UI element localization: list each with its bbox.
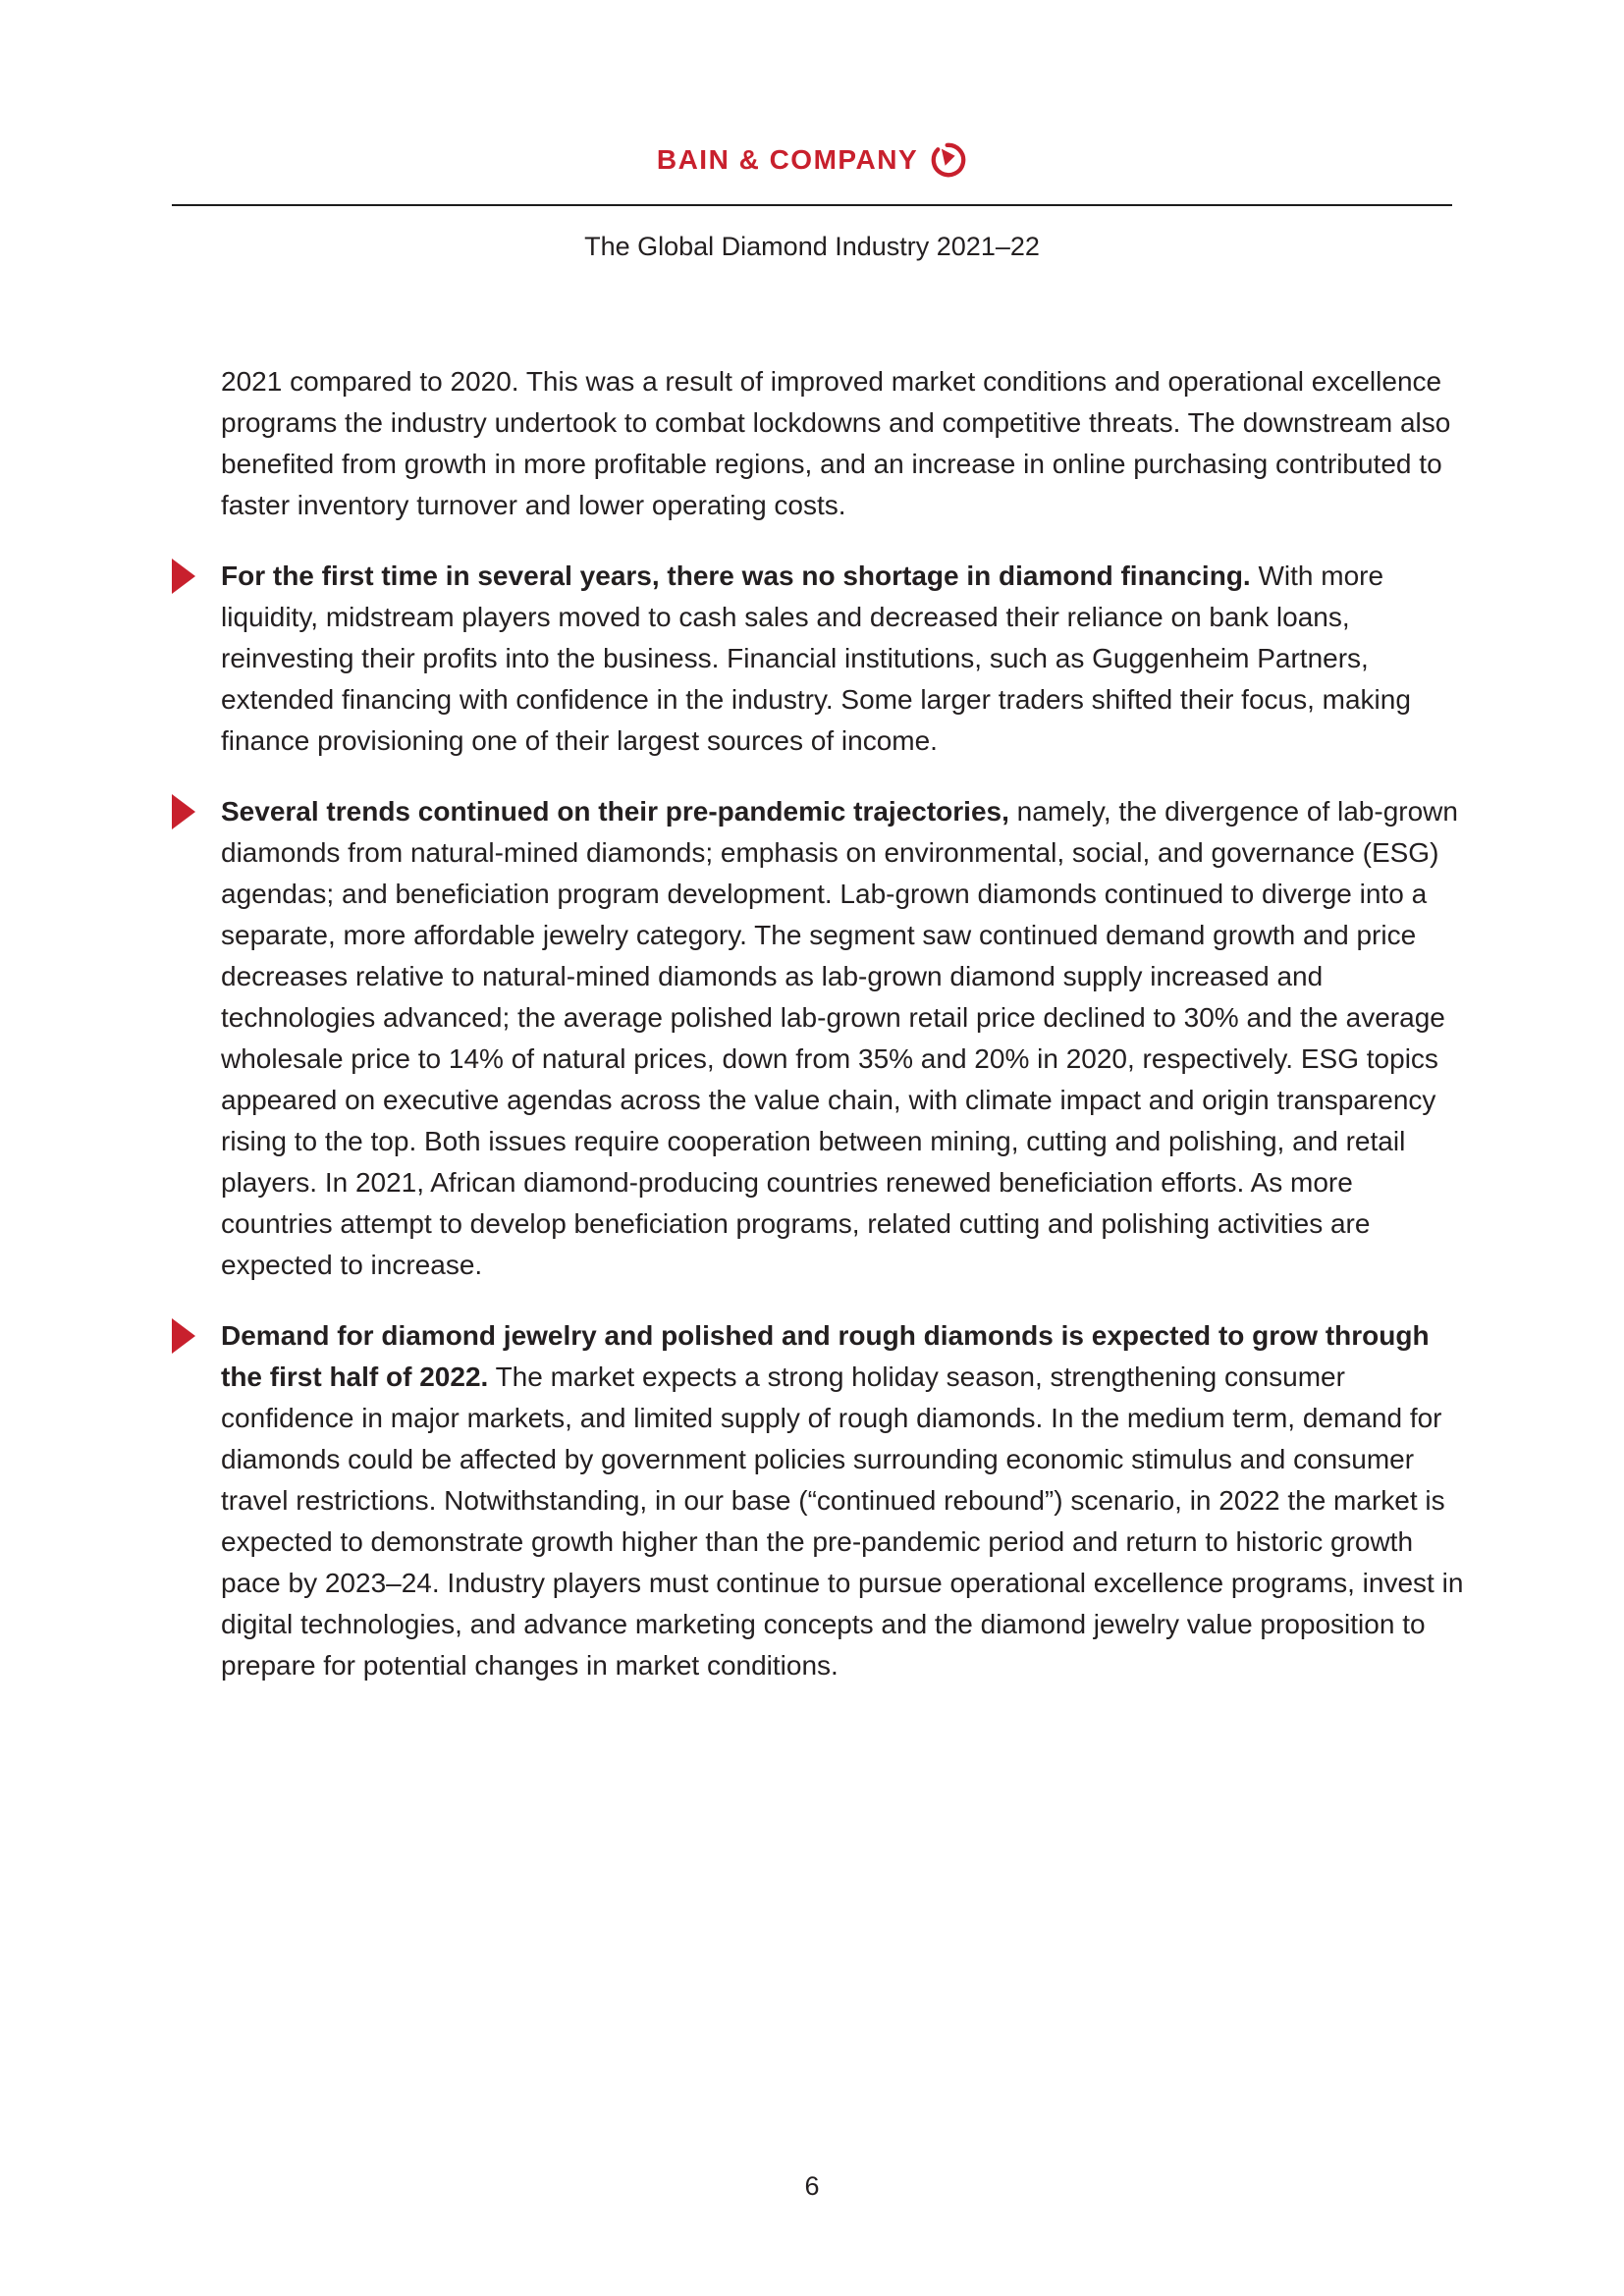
red-triangle-bullet-icon	[172, 1318, 195, 1354]
paragraph-text: 2021 compared to 2020. This was a result of improved market conditions and operational excellence programs the industry undertook to combat lockdowns and competitive threats. The downstream also benefited from growth in more profitable regions, and an increase in online purchasing contributed to faster inventory turnover and lower operating costs.	[221, 366, 1451, 520]
paragraph	[221, 1315, 1470, 1686]
brand-logo	[0, 141, 1624, 179]
red-triangle-bullet-icon	[172, 559, 195, 594]
paragraph-text: namely, the divergence of lab-grown diamonds from natural-mined diamonds; emphasis on environmental, social, and governance (ESG) agendas; and beneficiation program development. Lab-grown diamonds continued to diverge into a separate, more affordable jewelry category. The segment saw continued demand growth and price decreases relative to natural-mined diamonds as lab-grown diamond supply increased and technologies advanced; the average polished lab-grown retail price declined to 30% and the average wholesale price to 14% of natural prices, down from 35% and 20% in 2020, respectively. ESG topics appeared on executive agendas across the value chain, with climate impact and origin transparency rising to the top. Both issues require cooperation between mining, cutting and polishing, and retail players. In 2021, African diamond-producing countries renewed beneficiation efforts. As more countries attempt to develop beneficiation programs, related cutting and polishing activities are expected to increase.	[221, 796, 1458, 1280]
doc-title: The Global Diamond Industry 2021–22	[584, 232, 1040, 261]
paragraph	[221, 361, 1470, 526]
paragraph-lead: For the first time in several years, there was no shortage in diamond financing.	[221, 561, 1251, 591]
paragraph-lead: Several trends continued on their pre-pandemic trajectories,	[221, 796, 1009, 827]
header-divider	[172, 204, 1452, 206]
red-triangle-bullet-icon	[172, 794, 195, 829]
paragraph	[221, 556, 1470, 762]
paragraph-lead: Demand for diamond jewelry and polished and rough diamonds is expected to grow through the first half of 2022.	[221, 1320, 1430, 1392]
bain-compass-icon	[930, 141, 967, 179]
paragraph-text: With more liquidity, midstream players moved to cash sales and decreased their reliance on bank loans, reinvesting their profits into the business. Financial institutions, such as Guggenheim Partners, extended financing with confidence in the industry. Some larger traders shifted their focus, making finance provisioning one of their largest sources of income.	[221, 561, 1411, 756]
page-number: 6	[804, 2171, 820, 2201]
paragraph	[221, 791, 1470, 1286]
content-body	[221, 361, 1470, 1716]
brand-text: BAIN & COMPANY	[656, 144, 919, 175]
paragraph-text: The market expects a strong holiday season, strengthening consumer confidence in major markets, and limited supply of rough diamonds. In the medium term, demand for diamonds could be affected by government policies surrounding economic stimulus and consumer travel restrictions. Notwithstanding, in our base (“continued rebound”) scenario, in 2022 the market is expected to demonstrate growth higher than the pre-pandemic period and return to historic growth pace by 2023–24. Industry players must continue to pursue operational excellence programs, invest in digital technologies, and advance marketing concepts and the diamond jewelry value proposition to prepare for potential changes in market conditions.	[221, 1362, 1464, 1681]
